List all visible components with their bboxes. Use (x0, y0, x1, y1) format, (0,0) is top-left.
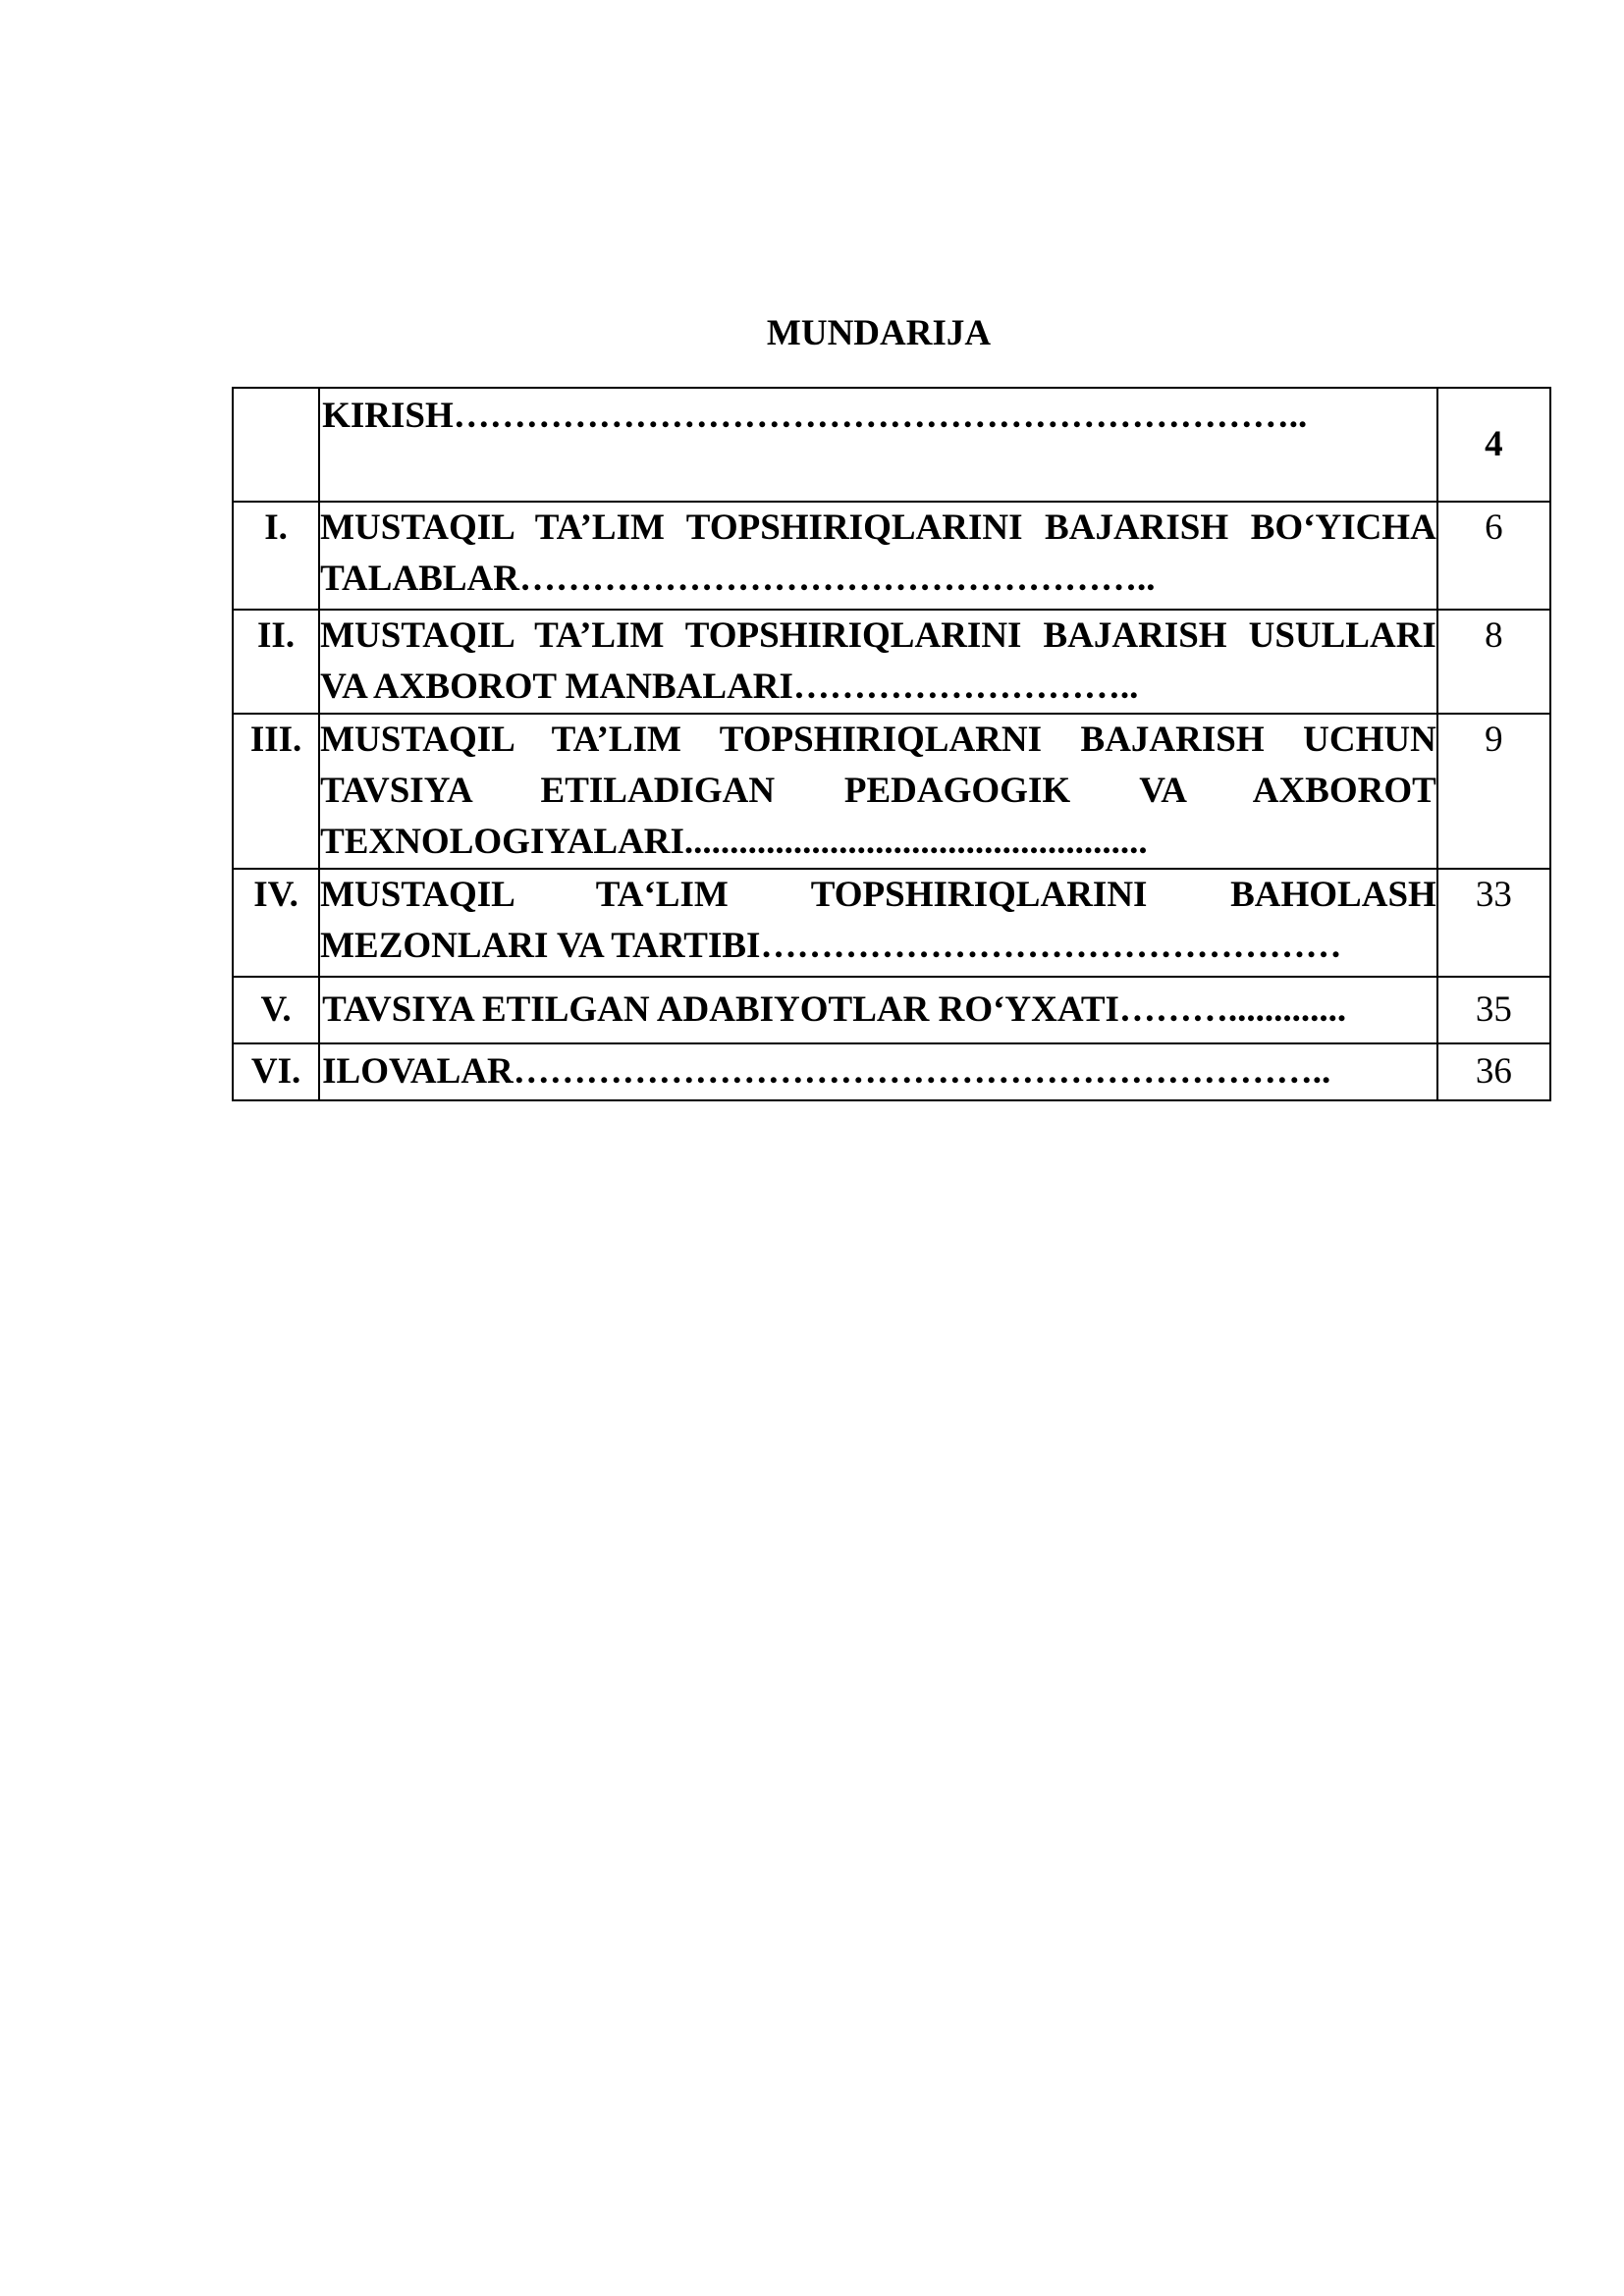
toc-page-number: 33 (1437, 869, 1550, 977)
toc-row-section-3 (233, 714, 1550, 869)
toc-page-number: 4 (1437, 388, 1550, 502)
toc-page-number: 35 (1437, 977, 1550, 1043)
toc-row-section-4 (233, 869, 1550, 977)
toc-section-number: III. (233, 714, 319, 869)
toc-section-number: I. (233, 502, 319, 610)
toc-page-number: 36 (1437, 1043, 1550, 1100)
toc-section-number (233, 388, 319, 502)
toc-section-number: II. (233, 610, 319, 714)
toc-row-section-1 (233, 502, 1550, 610)
toc-section-title[interactable]: MUSTAQIL TA’LIM TOPSHIRIQLARINI BAJARISH BO‘YICHA TALABLAR…………………………………………….. (320, 507, 1436, 599)
toc-section-title[interactable]: MUSTAQIL TA’LIM TOPSHIRIQLARINI BAJARISH USULLARI VA AXBOROT MANBALARI……………………….. (320, 615, 1436, 707)
toc-section-title[interactable]: KIRISH…………………………………………………………….. (322, 396, 1308, 436)
toc-section-number: VI. (233, 1043, 319, 1100)
toc-row-introduction (233, 388, 1550, 502)
toc-section-title[interactable]: ILOVALAR………………………………………………………….. (322, 1051, 1331, 1092)
toc-page-number: 6 (1437, 502, 1550, 610)
toc-section-title[interactable]: TAVSIYA ETILGAN ADABIYOTLAR RO‘YXATI………............. (322, 989, 1347, 1030)
toc-row-section-6 (233, 1043, 1550, 1100)
toc-section-title[interactable]: MUSTAQIL TA’LIM TOPSHIRIQLARNI BAJARISH UCHUN TAVSIYA ETILADIGAN PEDAGOGIK VA AXBOROT TEXNOLOGIYALARI................................................... (320, 720, 1436, 862)
toc-section-number: IV. (233, 869, 319, 977)
toc-section-number: V. (233, 977, 319, 1043)
page-title: MUNDARIJA (766, 313, 992, 353)
toc-section-title[interactable]: MUSTAQIL TA‘LIM TOPSHIRIQLARINI BAHOLASH MEZONLARI VA TARTIBI………………………………………… (320, 875, 1436, 966)
toc-page-number: 8 (1437, 610, 1550, 714)
toc-page-number: 9 (1437, 714, 1550, 869)
toc-row-section-5 (233, 977, 1550, 1043)
table-of-contents (232, 387, 1551, 1101)
toc-row-section-2 (233, 610, 1550, 714)
